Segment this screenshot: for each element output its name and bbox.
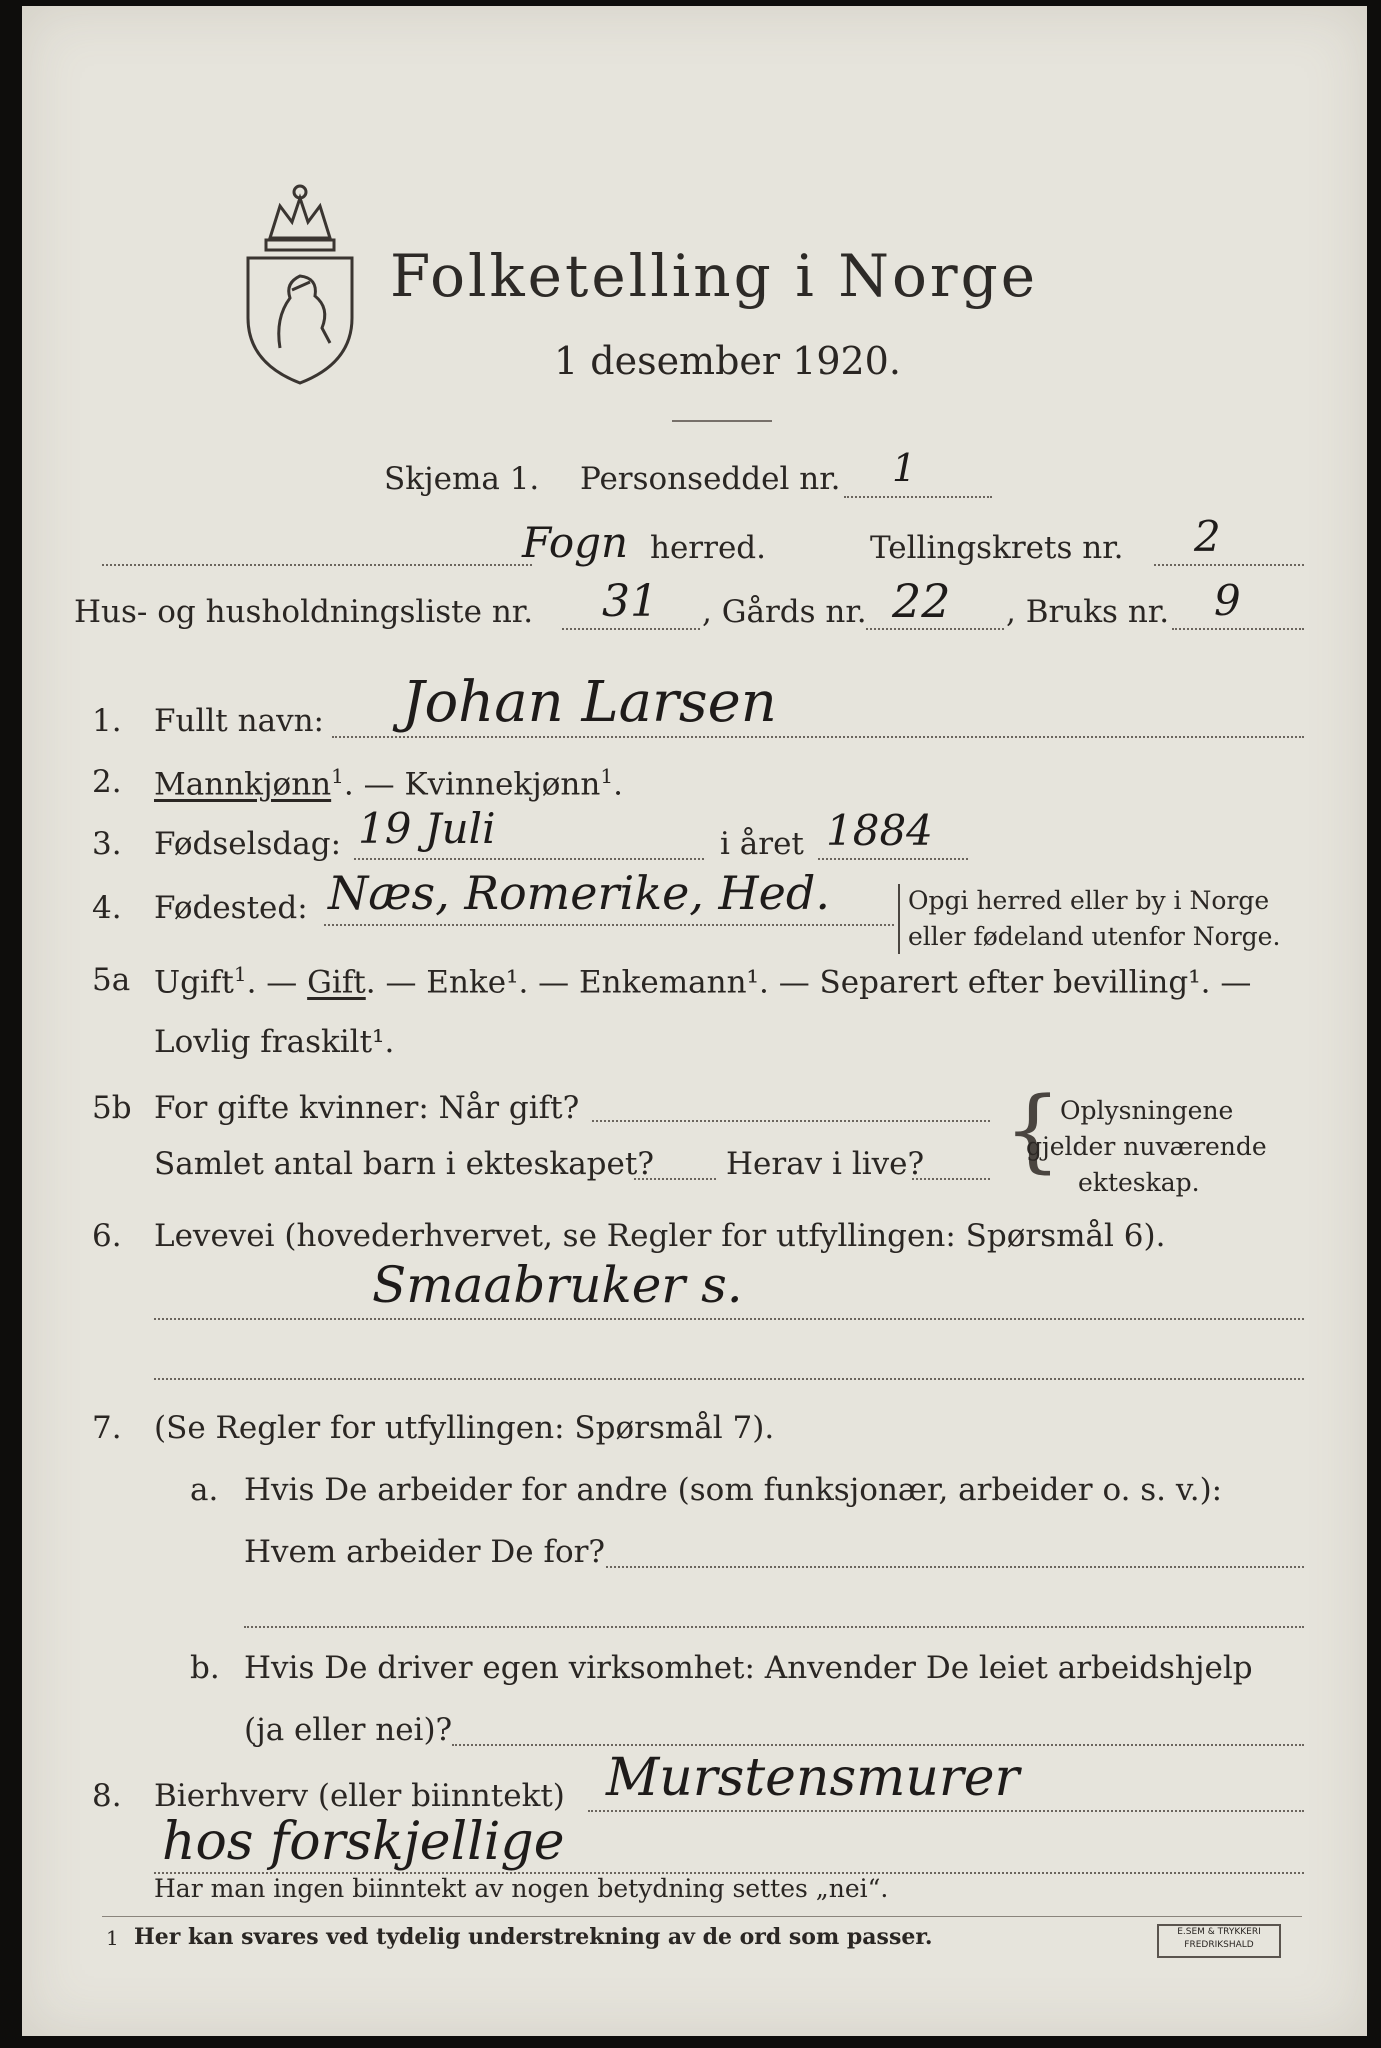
q8-number: 8. [92, 1778, 122, 1814]
employer-line-2[interactable] [244, 1626, 1304, 1628]
tellingskrets-value: 2 [1194, 512, 1221, 561]
birthday-value: 19 Juli [358, 804, 496, 853]
q5b-label-children: Samlet antal barn i ekteskapet? [154, 1146, 654, 1182]
footnote-text: Her kan svares ved tydelig understrekning av de ord som passer. [134, 1924, 933, 1950]
husliste-line[interactable] [562, 628, 700, 630]
bleed-through [1202, 6, 1367, 1606]
full-name-value: Johan Larsen [402, 670, 777, 735]
year-label: i året [720, 826, 804, 862]
q3-label: Fødselsdag: [154, 826, 342, 862]
q7-label: (Se Regler for utfyllingen: Spørsmål 7). [154, 1410, 775, 1446]
bruks-label: , Bruks nr. [1006, 594, 1170, 630]
q5b-label-married: For gifte kvinner: Når gift? [154, 1090, 580, 1126]
printer-line-1: E.SEM & TRYKKERI [1177, 1927, 1261, 1937]
q2-options: Mannkjønn$^1$. — Kvinnekjønn$^1$. [154, 764, 623, 803]
q5b-note-3: ekteskap. [1078, 1168, 1200, 1197]
q4-label: Fødested: [154, 890, 308, 926]
side-income-value-2: hos forskjellige [162, 1812, 565, 1872]
census-form [22, 6, 1367, 2036]
employer-line-1[interactable] [606, 1566, 1304, 1568]
q5b-note-2: gjelder nuværende [1026, 1132, 1267, 1161]
side-income-value-1: Murstensmurer [606, 1748, 1020, 1808]
footnote-rule [102, 1916, 1302, 1917]
occupation-value: Smaabruker s. [372, 1256, 743, 1314]
birthday-line[interactable] [354, 858, 704, 860]
personseddel-label: Personseddel nr. [580, 461, 841, 497]
coat-of-arms-icon [230, 178, 370, 388]
q3-number: 3. [92, 826, 122, 862]
q5b-note-1: Oplysningene [1060, 1096, 1234, 1125]
husliste-label: Hus- og husholdningsliste nr. [74, 594, 534, 630]
bruks-value: 9 [1214, 576, 1241, 625]
printer-stamp [1157, 1924, 1281, 1958]
q7-number: 7. [92, 1410, 122, 1446]
birthplace-line[interactable] [324, 924, 894, 926]
year-value: 1884 [826, 806, 933, 855]
q7b-text: Hvis De driver egen virksomhet: Anvender De leiet arbeidshjelp [244, 1650, 1253, 1686]
q7a-text: Hvis De arbeider for andre (som funksjonær, arbeider o. s. v.): [244, 1472, 1223, 1508]
option-fraskilt[interactable]: Lovlig fraskilt¹. [154, 1024, 395, 1060]
option-ugift[interactable]: Ugift [154, 964, 234, 1001]
side-income-line-1[interactable] [588, 1810, 1304, 1812]
birthplace-note-1: Opgi herred eller by i Norge [908, 886, 1270, 915]
herred-value: Fogn [522, 518, 629, 567]
herred-label: herred. [650, 530, 766, 566]
q8-note: Har man ingen biinntekt av nogen betydning settes „nei“. [154, 1874, 889, 1903]
q7a-letter: a. [190, 1472, 219, 1508]
children-line[interactable] [634, 1178, 716, 1180]
personseddel-value: 1 [892, 446, 917, 490]
q1-label: Fullt navn: [154, 703, 324, 739]
year-line[interactable] [818, 858, 968, 860]
option-gift[interactable]: Gift [307, 964, 366, 1001]
hired-help-line[interactable] [452, 1744, 1304, 1746]
q7a-text2: Hvem arbeider De for? [244, 1534, 606, 1570]
q7b-letter: b. [190, 1650, 220, 1686]
printer-line-2: FREDRIKSHALD [1184, 1940, 1254, 1950]
personseddel-line[interactable] [844, 496, 992, 498]
q2-end: . [613, 766, 623, 803]
q8-label: Bierhverv (eller biinntekt) [154, 1778, 565, 1814]
birthplace-note-2: eller fødeland utenfor Norge. [908, 922, 1281, 951]
q6-number: 6. [92, 1218, 122, 1254]
bruks-line[interactable] [1172, 628, 1304, 630]
q7b-text2: (ja eller nei)? [244, 1712, 453, 1748]
q5b-number: 5b [92, 1090, 132, 1126]
option-male[interactable]: Mannkjønn [154, 766, 332, 803]
tellingskrets-label: Tellingskrets nr. [870, 530, 1124, 566]
q4-bracket [898, 884, 904, 954]
q5b-brace: { [1004, 1078, 1062, 1183]
tellingskrets-line[interactable] [1154, 564, 1304, 566]
q6-label: Levevei (hovederhvervet, se Regler for utfyllingen: Spørsmål 6). [154, 1218, 1166, 1254]
q5a-sep: . — [246, 964, 298, 1001]
skjema-label: Skjema 1. [384, 461, 540, 497]
occupation-line-1[interactable] [154, 1318, 1304, 1320]
q4-number: 4. [92, 890, 122, 926]
q5b-label-alive: Herav i live? [726, 1146, 925, 1182]
gards-value: 22 [892, 574, 951, 628]
option-female[interactable]: Kvinnekjønn [404, 766, 601, 803]
footnote-mark: 1 [106, 1926, 119, 1950]
birthplace-value: Næs, Romerike, Hed. [328, 866, 830, 920]
herred-line[interactable] [102, 564, 532, 566]
q5a-number: 5a [92, 962, 131, 998]
q5a-options: Ugift$^1$. — Gift. — Enke¹. — Enkemann¹. — Separert efter bevilling¹. — [154, 962, 1252, 1001]
alive-line[interactable] [912, 1178, 990, 1180]
q1-number: 1. [92, 703, 122, 739]
gards-line[interactable] [866, 628, 1004, 630]
gards-label: , Gårds nr. [702, 594, 867, 630]
title-rule [672, 420, 772, 422]
q5a-rest: . — Enke¹. — Enkemann¹. — Separert efter bevilling¹. — [365, 964, 1252, 1001]
q1-line[interactable] [332, 736, 1304, 738]
q2-dash: . — [343, 766, 395, 803]
form-title: Folketelling i Norge [390, 242, 1039, 310]
husliste-value: 31 [602, 576, 658, 627]
married-when-line[interactable] [592, 1120, 990, 1122]
q2-number: 2. [92, 764, 122, 800]
occupation-line-2[interactable] [154, 1378, 1304, 1380]
form-date: 1 desember 1920. [554, 339, 901, 383]
